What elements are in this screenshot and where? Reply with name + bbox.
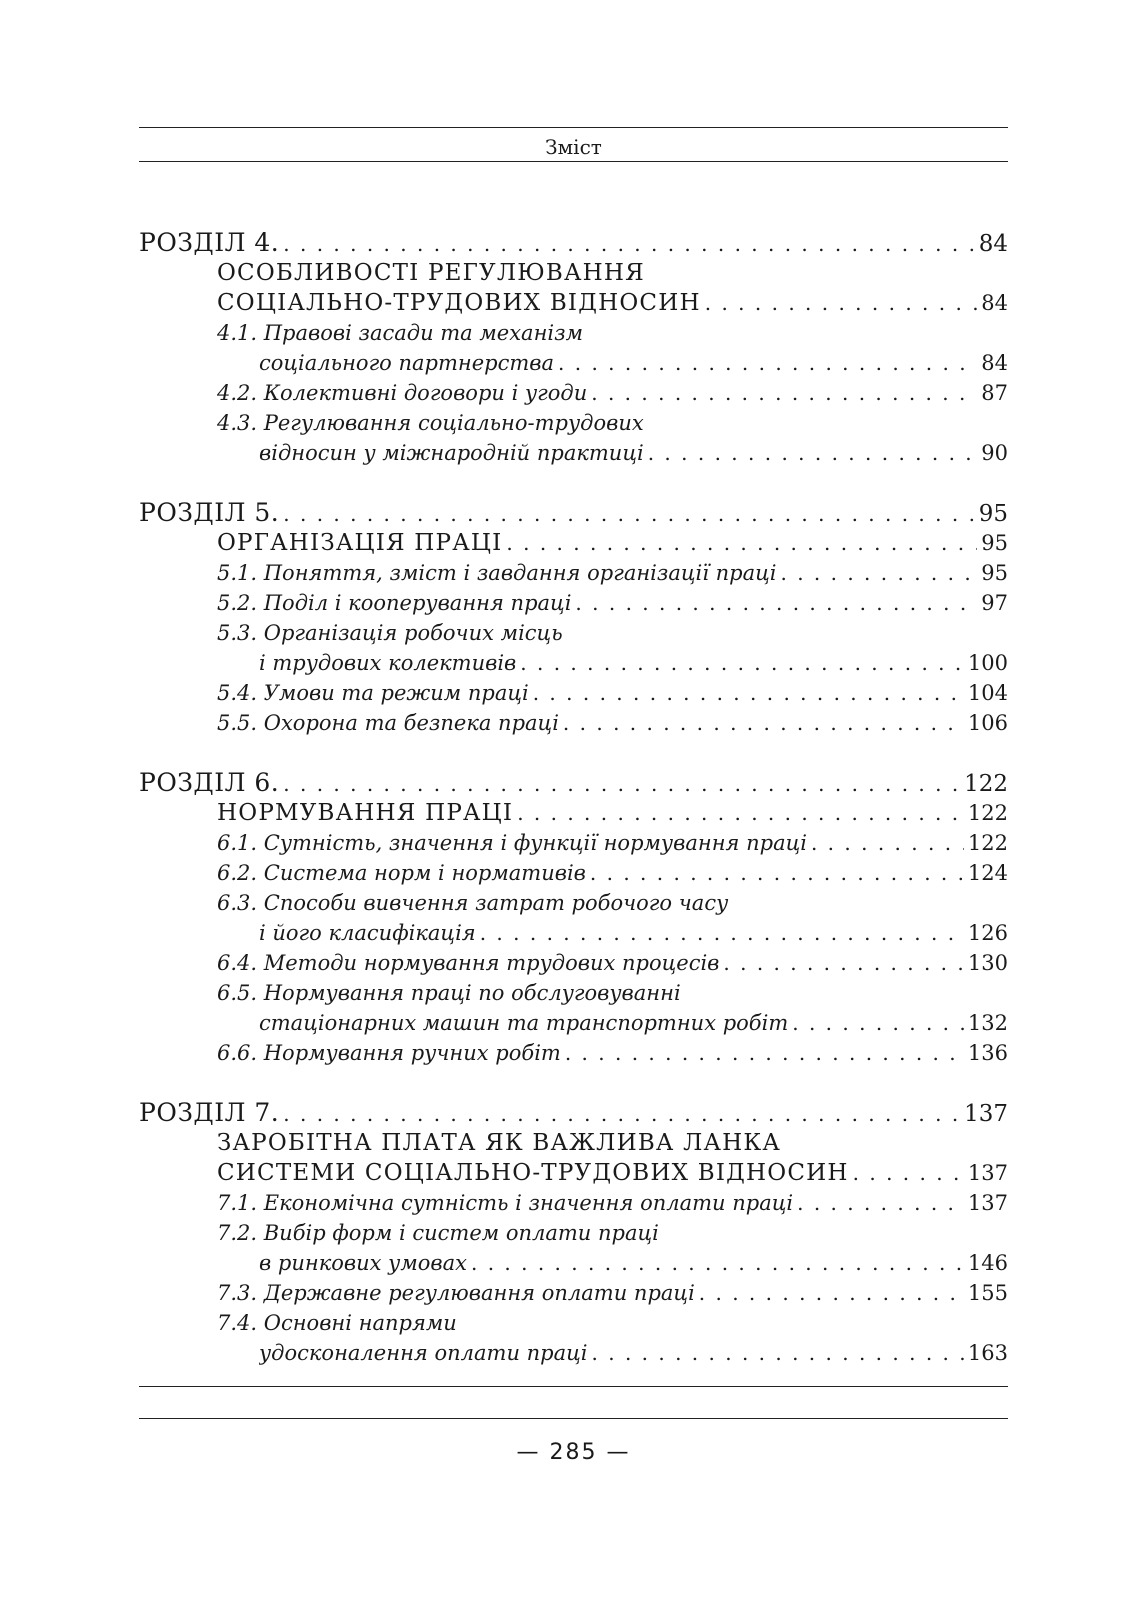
chapter-title-page-number: 95 [981,531,1008,555]
toc-entry-text: 6.2. Система норм і нормативів [217,858,590,888]
dot-leader [471,1248,964,1278]
toc-section [139,498,1008,738]
toc-entry [139,438,1008,468]
chapter-title-text: СИСТЕМИ СОЦІАЛЬНО-ТРУДОВИХ ВІДНОСИН [217,1158,853,1188]
toc-entry-page-number: 104 [967,681,1008,705]
dot-leader [648,438,978,468]
toc-entry-text: 7.3. Державне регулювання оплати праці [217,1278,699,1308]
chapter-heading [139,1098,1008,1128]
dot-leader [811,828,964,858]
toc-entry-text: 4.1. Правові засади та механізм [217,318,587,348]
toc-entry [139,348,1008,378]
dot-leader [853,1158,964,1188]
footer-rule-top [139,1386,1008,1387]
chapter-heading [139,498,1008,528]
toc-entry [139,1308,1008,1338]
chapter-title-page-number: 137 [967,1161,1008,1185]
dot-leader [699,1278,964,1308]
toc-entry-page-number: 97 [981,591,1008,615]
chapter-title-text: СОЦІАЛЬНО-ТРУДОВИХ ВІДНОСИН [217,288,705,318]
toc-entry [139,618,1008,648]
toc-entry-text: 7.4. Основні напрями [217,1308,461,1338]
toc-entry-page-number: 124 [967,861,1008,885]
running-title: Зміст [545,135,602,159]
dot-leader [592,1338,964,1368]
toc-entry [139,1188,1008,1218]
toc-entry-page-number: 163 [967,1341,1008,1365]
toc-entry-page-number: 100 [967,651,1008,675]
dot-leader [283,1099,960,1129]
toc-section [139,768,1008,1068]
dot-leader [283,499,974,529]
toc-entry-text: соціального партнерства [259,348,558,378]
chapter-heading-page-number: 137 [964,1101,1008,1127]
table-of-contents [139,228,1008,1398]
toc-entry [139,918,1008,948]
chapter-heading [139,228,1008,258]
toc-entry-page-number: 87 [981,381,1008,405]
toc-entry [139,1038,1008,1068]
toc-entry-page-number: 136 [967,1041,1008,1065]
toc-entry [139,558,1008,588]
toc-entry-page-number: 122 [967,831,1008,855]
toc-entry [139,978,1008,1008]
toc-entry [139,408,1008,438]
dot-leader [575,588,977,618]
toc-entry-text: 5.4. Умови та режим праці [217,678,533,708]
chapter-title-page-number: 84 [981,291,1008,315]
dot-leader [480,918,964,948]
toc-entry-text: 4.2. Колективні договори і угоди [217,378,591,408]
toc-entry-text: удосконалення оплати праці [259,1338,592,1368]
footer-rule-bottom [139,1418,1008,1419]
chapter-heading-page-number: 122 [964,771,1008,797]
toc-entry-text: і трудових колективів [259,648,520,678]
toc-entry [139,588,1008,618]
toc-entry [139,678,1008,708]
dot-leader [517,798,964,828]
toc-entry-page-number: 132 [967,1011,1008,1035]
toc-entry-text: 5.1. Поняття, зміст і завдання організації праці [217,558,780,588]
toc-section [139,1098,1008,1368]
chapter-title-text: ОСОБЛИВОСТІ РЕГУЛЮВАННЯ [217,258,649,288]
toc-entry [139,708,1008,738]
dot-leader [792,1008,964,1038]
chapter-title [139,1158,1008,1188]
page-number: — 285 — [516,1440,631,1465]
toc-entry-text: 7.2. Вибір форм і систем оплати праці [217,1218,663,1248]
chapter-heading-text: РОЗДІЛ 7. [139,1098,283,1128]
toc-entry-text: і його класифікація [259,918,480,948]
toc-entry-text: 6.3. Способи вивчення затрат робочого часу [217,888,732,918]
chapter-heading-page-number: 95 [978,501,1008,527]
toc-entry-page-number: 95 [981,561,1008,585]
toc-entry-text: 7.1. Економічна сутність і значення оплати праці [217,1188,797,1218]
toc-entry-text: 5.3. Організація робочих місць [217,618,567,648]
dot-leader [705,288,978,318]
chapter-title [139,1128,1008,1158]
toc-entry [139,648,1008,678]
chapter-title [139,798,1008,828]
header-rule-bottom [139,161,1008,162]
toc-entry-page-number: 90 [981,441,1008,465]
chapter-heading [139,768,1008,798]
toc-entry-text: 6.4. Методи нормування трудових процесів [217,948,723,978]
chapter-heading-text: РОЗДІЛ 5. [139,498,283,528]
dot-leader [565,1038,964,1068]
toc-entry [139,378,1008,408]
toc-entry [139,318,1008,348]
header-rule-top [139,127,1008,128]
dot-leader [283,769,960,799]
chapter-title [139,528,1008,558]
toc-entry-text: в ринкових умовах [259,1248,471,1278]
dot-leader [780,558,977,588]
toc-entry-page-number: 155 [967,1281,1008,1305]
dot-leader [533,678,964,708]
toc-entry [139,1338,1008,1368]
chapter-title [139,258,1008,288]
dot-leader [591,378,977,408]
dot-leader [590,858,964,888]
chapter-title [139,288,1008,318]
chapter-title-text: ЗАРОБІТНА ПЛАТА ЯК ВАЖЛИВА ЛАНКА [217,1128,785,1158]
toc-entry [139,1218,1008,1248]
dot-leader [723,948,964,978]
toc-section [139,228,1008,468]
chapter-title-text: НОРМУВАННЯ ПРАЦІ [217,798,517,828]
chapter-heading-page-number: 84 [978,231,1008,257]
toc-entry-page-number: 106 [967,711,1008,735]
toc-entry [139,828,1008,858]
toc-entry [139,888,1008,918]
chapter-heading-text: РОЗДІЛ 6. [139,768,283,798]
toc-entry [139,858,1008,888]
toc-entry [139,1008,1008,1038]
toc-entry [139,948,1008,978]
dot-leader [563,708,964,738]
toc-entry-text: стаціонарних машин та транспортних робіт [259,1008,792,1038]
chapter-heading-text: РОЗДІЛ 4. [139,228,283,258]
toc-entry-text: 4.3. Регулювання соціально-трудових [217,408,648,438]
toc-entry-text: 5.2. Поділ і кооперування праці [217,588,575,618]
chapter-title-page-number: 122 [967,801,1008,825]
dot-leader [558,348,977,378]
toc-entry-page-number: 146 [967,1251,1008,1275]
toc-entry-text: 5.5. Охорона та безпека праці [217,708,563,738]
toc-entry-page-number: 84 [981,351,1008,375]
toc-entry [139,1248,1008,1278]
toc-entry-page-number: 137 [967,1191,1008,1215]
toc-entry-text: відносин у міжнародній практиці [259,438,648,468]
toc-entry-text: 6.6. Нормування ручних робіт [217,1038,565,1068]
chapter-title-text: ОРГАНІЗАЦІЯ ПРАЦІ [217,528,506,558]
toc-entry [139,1278,1008,1308]
toc-entry-text: 6.1. Сутність, значення і функції нормування праці [217,828,811,858]
toc-entry-page-number: 130 [967,951,1008,975]
dot-leader [797,1188,964,1218]
dot-leader [520,648,964,678]
toc-entry-page-number: 126 [967,921,1008,945]
dot-leader [506,528,977,558]
dot-leader [283,229,974,259]
toc-entry-text: 6.5. Нормування праці по обслуговуванні [217,978,685,1008]
